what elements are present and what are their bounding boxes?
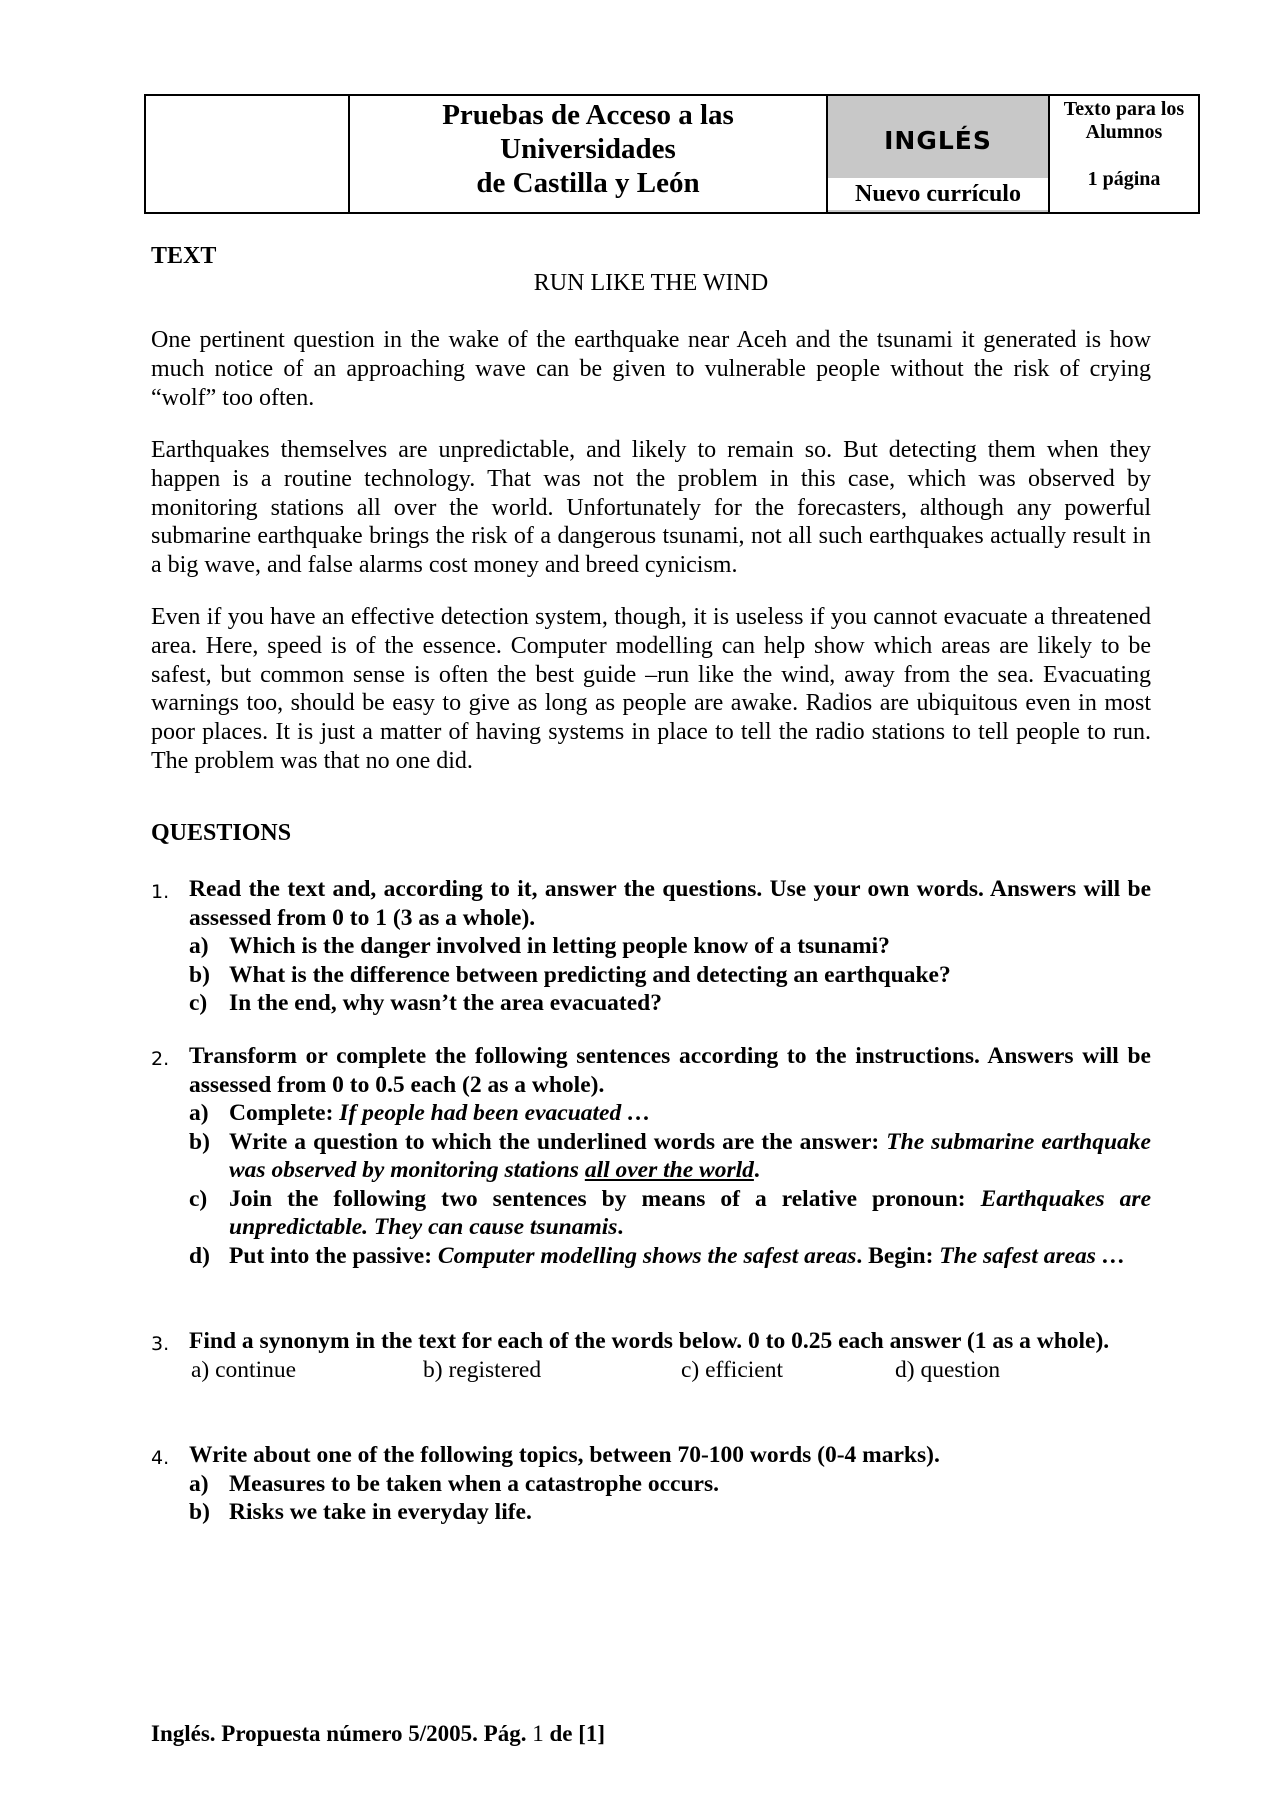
sub-question: [189, 961, 1151, 990]
sub-text: Which is the danger involved in letting people know of a tsunami?: [229, 933, 890, 959]
sub-letter: a): [189, 1100, 209, 1126]
sub-letter: c): [189, 1185, 208, 1212]
question-number: 3.: [151, 1333, 170, 1355]
subject-cell: [827, 95, 1049, 213]
prompt-sentence: The safest areas …: [939, 1242, 1126, 1269]
instruction: Begin:: [868, 1242, 934, 1269]
sub-letter: b): [189, 1128, 210, 1155]
sub-question: [189, 932, 1151, 961]
curriculum-label: Nuevo currículo: [828, 178, 1048, 210]
sub-letter: a): [189, 933, 209, 959]
page-count: 1 página: [1087, 168, 1161, 190]
sub-question: [189, 1470, 1151, 1499]
question-2: [151, 1042, 1151, 1270]
instruction: Put into the passive:: [229, 1242, 433, 1269]
instruction: Complete:: [229, 1100, 334, 1126]
question-text: Transform or complete the following sentences according to the instructions. Answers will be assessed from 0 to 0.5 each (2 as a whole).: [189, 1043, 1151, 1098]
question-number: 4.: [151, 1447, 170, 1469]
questions-heading: QUESTIONS: [151, 820, 292, 846]
sub-question: [189, 1498, 1151, 1527]
synonym-words: [191, 1356, 1151, 1384]
institution-cell: [349, 95, 827, 213]
institution-line: de Castilla y León: [476, 167, 700, 199]
prompt-sentence: Earthquakes are unpredictable. They can cause tsunamis: [229, 1185, 1151, 1240]
page-footer: [151, 1721, 605, 1747]
instruction: Write a question to which the underlined words are the answer:: [229, 1128, 880, 1155]
sub-text: In the end, why wasn’t the area evacuated?: [229, 990, 663, 1016]
paragraph: Earthquakes themselves are unpredictable, and likely to remain so. But detecting them when they happen is a routine technology. That was not the problem in this case, which was observed by monitoring stations all over the world. Unfortunately for the forecasters, although any powerful submarine earthquake brings the risk of a dangerous tsunami, not all such earthquakes actually result in a big wave, and false alarms cost money and breed cynicism.: [151, 437, 1151, 579]
institution-line: Pruebas de Acceso a las: [442, 99, 734, 131]
sub-text: Measures to be taken when a catastrophe occurs.: [229, 1470, 719, 1497]
prompt-sentence: The submarine earthquake was observed by monitoring stations: [229, 1128, 1151, 1183]
synonym-word: c) efficient: [681, 1356, 783, 1383]
underlined-words: all over the world: [584, 1157, 754, 1183]
question-text: Find a synonym in the text for each of the words below. 0 to 0.25 each answer (1 as a whole).: [189, 1328, 1110, 1354]
question-4: [151, 1441, 1151, 1527]
synonym-word: d) question: [895, 1356, 1001, 1383]
text-for-label: Texto para los Alumnos: [1063, 98, 1185, 143]
sub-question: [189, 1099, 1151, 1128]
prompt-sentence: If people had been evacuated …: [339, 1100, 651, 1126]
sub-question: b) Write a question to which the underlined words are the answer: The submarine earthquake was observed by monitoring stations all over the world.: [189, 1128, 1151, 1183]
sub-letter: b): [189, 961, 210, 988]
paragraph: One pertinent question in the wake of the earthquake near Aceh and the tsunami it generated is how much notice of an approaching wave can be given to vulnerable people without the risk of crying “wolf” too often.: [151, 327, 1151, 411]
sub-letter: b): [189, 1499, 210, 1525]
footer-suffix: de [1]: [549, 1721, 606, 1746]
paragraph: Even if you have an effective detection system, though, it is useless if you cannot evacuate a threatened area. Here, speed is of the essence. Computer modelling can help show which areas are likely to be safest, but common sense is often the best guide –run like the wind, away from the sea. Evacuating warnings too, should be easy to give as long as people are awake. Radios are ubiquitous even in most poor places. It is just a matter of having systems in place to tell the radio stations to tell people to run. The problem was that no one did.: [151, 604, 1151, 774]
header-table: [144, 94, 1200, 214]
text-heading: TEXT: [151, 243, 217, 269]
synonym-word: a) continue: [191, 1356, 297, 1383]
question-1: [151, 875, 1151, 1018]
sub-question: [189, 989, 1151, 1018]
sub-text: What is the difference between predicting and detecting an earthquake?: [229, 961, 951, 988]
question-number: 1.: [151, 881, 170, 903]
synonym-word: b) registered: [423, 1356, 542, 1383]
question-text: Write about one of the following topics, between 70-100 words (0-4 marks).: [189, 1442, 940, 1468]
footer-prefix: Inglés. Propuesta número 5/2005. Pág.: [151, 1721, 527, 1746]
institution-line: Universidades: [500, 133, 676, 165]
sub-letter: d): [189, 1242, 210, 1269]
sub-letter: a): [189, 1470, 209, 1497]
subject-title: INGLÉS: [884, 126, 992, 155]
sub-letter: c): [189, 990, 208, 1016]
article-title: RUN LIKE THE WIND: [533, 270, 769, 296]
footer-page-number: 1: [532, 1721, 544, 1746]
sub-text: Risks we take in everyday life.: [229, 1499, 532, 1525]
prompt-sentence: Computer modelling shows the safest areas: [437, 1242, 857, 1269]
instruction: Join the following two sentences by means of a relative pronoun:: [229, 1185, 966, 1212]
sub-question: d) Put into the passive: Computer modelling shows the safest areas. Begin: The safest areas …: [189, 1242, 1126, 1269]
question-3: [151, 1327, 1151, 1384]
sub-question: c) Join the following two sentences by means of a relative pronoun: Earthquakes are unpredictable. They can cause tsunamis.: [189, 1185, 1151, 1240]
question-number: 2.: [151, 1048, 170, 1070]
audience-cell: [1049, 95, 1199, 213]
logo-cell: [145, 95, 349, 213]
question-text: Read the text and, according to it, answer the questions. Use your own words. Answers will be assessed from 0 to 1 (3 as a whole).: [189, 876, 1151, 931]
